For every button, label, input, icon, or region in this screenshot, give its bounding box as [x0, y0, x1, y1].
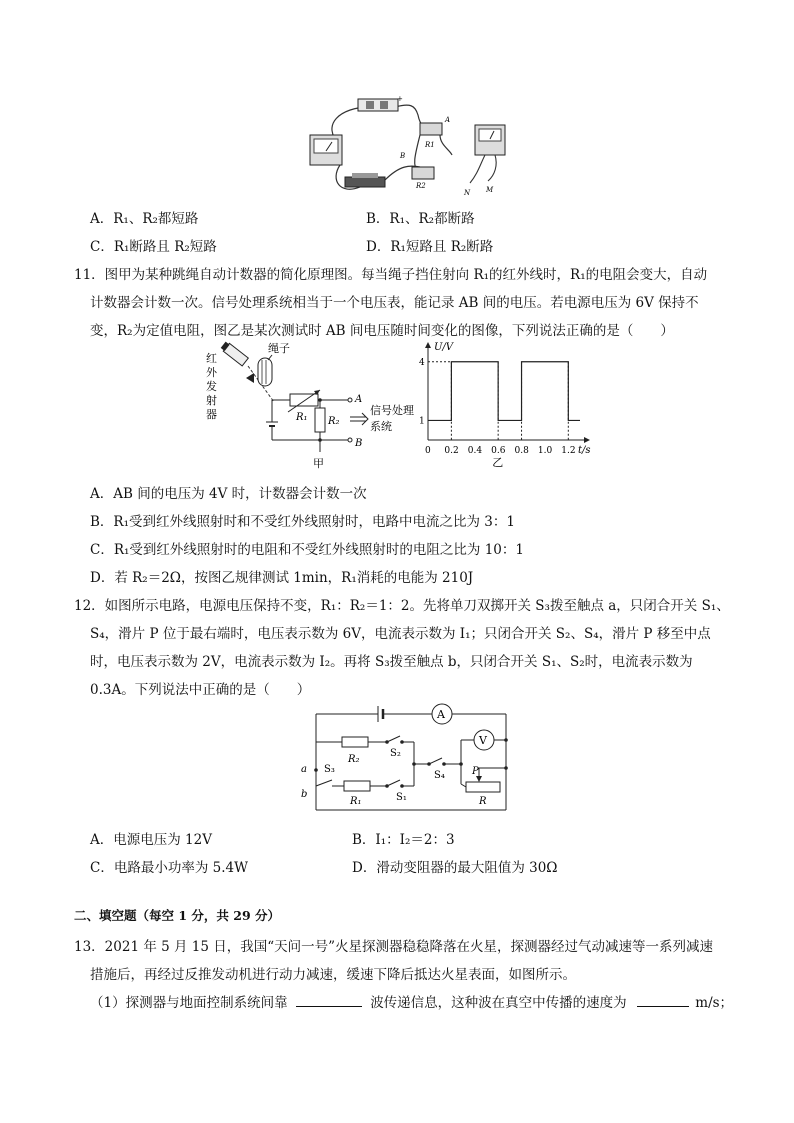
fig12-p-label: P	[472, 766, 479, 777]
x-axis-label: t/s	[578, 445, 591, 456]
y-axis-arrow	[425, 342, 431, 348]
q10-option-d: D．R₁短路且 R₂断路	[366, 239, 494, 255]
q10-option-b: B．R₁、R₂都断路	[366, 211, 475, 227]
x-tick-label: 0.2	[444, 446, 459, 456]
q11-option-c: C．R₁受到红外线照射时的电阻和不受红外线照射时的电阻之比为 10：1	[90, 542, 524, 558]
q12-stem-line3: 时，电压表示数为 2V，电流表示数为 I₂。再将 S₃拨至触点 b，只闭合开关 S₁、S₂时，电流表示数为	[90, 654, 693, 670]
jia-a-label: A	[355, 394, 363, 405]
jia-r2-label: R₂	[328, 416, 340, 427]
q11-stem-line1: 11．图甲为某种跳绳自动计数器的简化原理图。每当绳子挡住射向 R₁的红外线时，R₁的电阻会变大，自动	[74, 267, 708, 283]
fig12-s4-label: S₄	[434, 770, 445, 781]
rope-label: 绳子	[268, 342, 290, 355]
q12-option-c: C．电路最小功率为 5.4W	[90, 860, 248, 876]
emitter-char-5: 器	[206, 408, 217, 421]
section-heading: 二、填空题（每空 1 分，共 29 分）	[74, 908, 281, 923]
fig12-r2-label: R₂	[348, 754, 360, 765]
ammeter-label: A	[437, 708, 445, 721]
y-tick-label: 4	[419, 357, 425, 368]
q12-option-b: B．I₁：I₂＝2：3	[352, 832, 455, 848]
fig10-r1-label: R1	[425, 141, 435, 149]
fig10-b-label: B	[400, 152, 406, 160]
q11-figure-jia	[200, 340, 420, 470]
q12-circuit-figure	[296, 700, 516, 820]
y-axis-label: U/V	[434, 342, 454, 353]
fig10-a-label: A	[445, 116, 451, 124]
q12-stem-line4: 0.3A。下列说法中正确的是（ ）	[90, 682, 311, 698]
q13-sub1-text-a: （1）探测器与地面控制系统间靠	[90, 995, 288, 1011]
x-tick-label: 0.8	[514, 446, 529, 456]
q12-option-a: A．电源电压为 12V	[90, 832, 212, 848]
q10-circuit-figure	[300, 95, 510, 203]
q12-stem-line1: 12．如图所示电路，电源电压保持不变，R₁：R₂＝1：2。先将单刀双掷开关 S₃拨至触点 a，只闭合开关 S₁、	[74, 598, 730, 614]
fig12-s3-label: S₃	[324, 764, 335, 775]
series-line	[428, 362, 580, 421]
q11-option-a: A．AB 间的电压为 4V 时，计数器会计数一次	[90, 486, 367, 502]
x-tick-label: 1.0	[537, 446, 553, 456]
q11-stem-line3: 变，R₂为定值电阻，图乙是某次测试时 AB 间电压随时间变化的图像，下列说法正确的是（ ）	[90, 323, 674, 339]
q11-option-d: D．若 R₂＝2Ω，按图乙规律测试 1min，R₁消耗的电能为 210J	[90, 570, 474, 586]
x-tick-label: 0.6	[491, 446, 506, 456]
fig10-r2-label: R2	[416, 182, 426, 190]
q10-option-a: A．R₁、R₂都短路	[90, 211, 199, 227]
rope-icon	[258, 358, 272, 386]
fig12-a-label: a	[301, 764, 307, 775]
x-axis-arrow	[584, 437, 590, 443]
q11-stem-line2: 计数器会计数一次。信号处理系统相当于一个电压表，能记录 AB 间的电压。若电源电压为 6V 保持不	[90, 295, 699, 311]
emitter-char-2: 外	[206, 366, 217, 379]
q13-stem-line1: 13．2021 年 5 月 15 日，我国“天问一号”火星探测器稳稳降落在火星，探测器经过气动减速等一系列减速	[74, 939, 714, 955]
battery-plus-label: +	[397, 95, 403, 103]
q13-sub1-text-b: 波传递信息，这种波在真空中传播的速度为	[370, 995, 627, 1011]
x-tick-label: 0.4	[467, 446, 483, 456]
q12-option-d: D．滑动变阻器的最大阻值为 30Ω	[352, 860, 558, 876]
x-tick-label: 1.2	[561, 446, 576, 456]
fig10-n-label: N	[464, 189, 471, 197]
y-tick-label: 1	[419, 416, 425, 427]
q13-blank-1[interactable]	[296, 994, 362, 1007]
jia-b-label: B	[355, 438, 363, 449]
fig12-r-label: R	[479, 796, 487, 807]
q13-sub1-text-c: m/s；	[695, 995, 734, 1011]
fig10-m-label: M	[486, 186, 494, 194]
fig12-r1-label: R₁	[350, 796, 362, 807]
q10-option-c: C．R₁断路且 R₂短路	[90, 239, 217, 255]
fig12-s2-label: S₂	[390, 748, 401, 759]
emitter-char-4: 射	[206, 394, 217, 407]
signal-label-2: 系统	[370, 420, 392, 433]
q13-blank-2[interactable]	[637, 994, 689, 1007]
q11-chart-yi	[410, 340, 595, 470]
q13-stem-line2: 措施后，再经过反推发动机进行动力减速，缓速下降后抵达火星表面，如图所示。	[90, 967, 576, 983]
emitter-char-3: 发	[206, 380, 217, 393]
chart-caption: 乙	[492, 456, 504, 469]
caption-jia: 甲	[313, 457, 324, 470]
q12-stem-line2: S₄，滑片 P 位于最右端时，电压表示数为 6V，电流表示数为 I₁；只闭合开关 S₂、S₄，滑片 P 移至中点	[90, 626, 711, 642]
emitter-char-1: 红	[206, 352, 217, 365]
q11-option-b: B．R₁受到红外线照射时和不受红外线照射时，电路中电流之比为 3：1	[90, 514, 515, 530]
fig12-b-label: b	[301, 789, 308, 800]
x-tick-label: 0	[425, 446, 431, 456]
fig12-s1-label: S₁	[396, 792, 407, 803]
q13-sub1	[90, 991, 733, 1011]
voltmeter-label: V	[479, 734, 487, 747]
jia-r1-label: R₁	[296, 412, 308, 423]
signal-label-1: 信号处理	[370, 404, 414, 417]
